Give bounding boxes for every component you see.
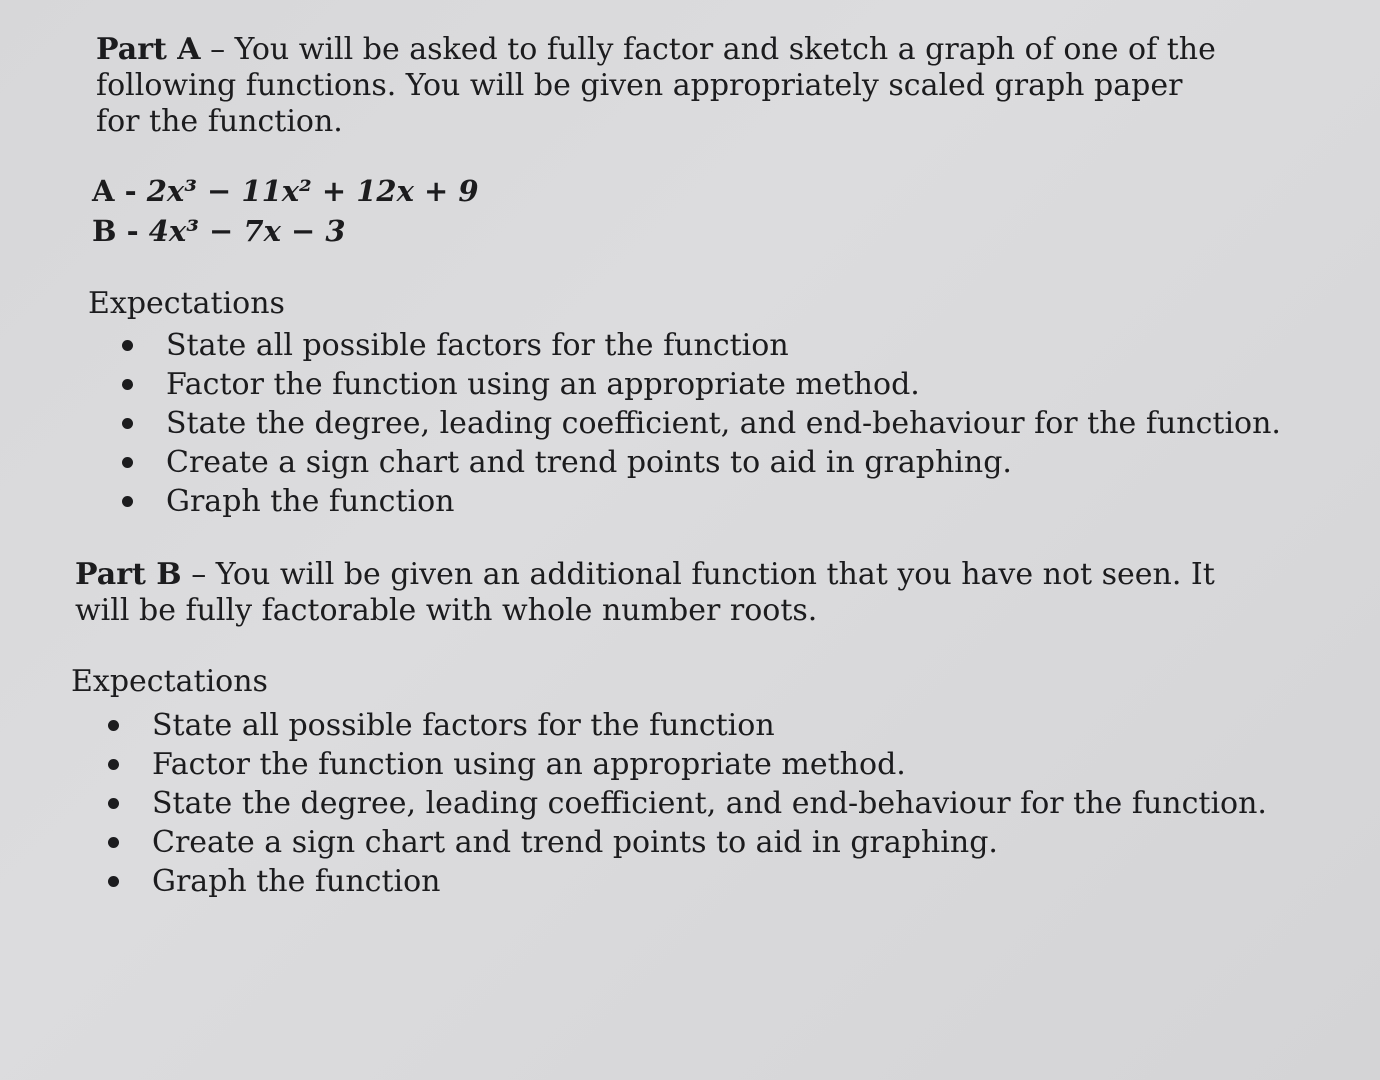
part-a-label: Part A xyxy=(96,32,201,67)
list-item xyxy=(108,823,1267,862)
list-item xyxy=(122,443,1281,482)
list-item-text: Factor the function using an appropriate method. xyxy=(152,747,906,782)
part-b-paragraph xyxy=(75,557,1235,629)
bullet-icon xyxy=(122,418,133,429)
list-item xyxy=(122,326,1281,365)
bullet-icon xyxy=(108,837,119,848)
bullet-icon xyxy=(122,379,133,390)
list-item-text: Create a sign chart and trend points to aid in graphing. xyxy=(166,445,1012,480)
function-a xyxy=(92,174,479,208)
function-b-label: B - xyxy=(92,214,149,248)
part-a-paragraph xyxy=(96,32,1216,140)
bullet-icon xyxy=(108,759,119,770)
list-item xyxy=(108,784,1267,823)
part-b-intro: – You will be given an additional function that you have not seen. It will be fully factorable with whole number roots. xyxy=(75,557,1215,628)
list-item-text: State the degree, leading coefficient, and end-behaviour for the function. xyxy=(166,406,1281,441)
bullet-icon xyxy=(122,340,133,351)
part-b-label: Part B xyxy=(75,557,182,592)
part-a-expectations-list xyxy=(122,326,1281,521)
list-item xyxy=(122,365,1281,404)
list-item-text: State the degree, leading coefficient, and end-behaviour for the function. xyxy=(152,786,1267,821)
list-item xyxy=(122,404,1281,443)
list-item-text: Graph the function xyxy=(152,864,441,899)
list-item-text: Factor the function using an appropriate method. xyxy=(166,367,920,402)
list-item-text: State all possible factors for the function xyxy=(152,708,775,743)
function-a-label: A - xyxy=(92,174,147,208)
list-item xyxy=(122,482,1281,521)
function-a-expression: 2x³ − 11x² + 12x + 9 xyxy=(146,174,479,208)
bullet-icon xyxy=(108,720,119,731)
list-item-text: Create a sign chart and trend points to aid in graphing. xyxy=(152,825,998,860)
list-item xyxy=(108,862,1267,901)
function-b-expression: 4x³ − 7x − 3 xyxy=(148,214,346,248)
list-item-text: State all possible factors for the function xyxy=(166,328,789,363)
part-a-intro: – You will be asked to fully factor and sketch a graph of one of the following functions. You will be given appropriately scaled graph paper for the function. xyxy=(96,32,1216,139)
bullet-icon xyxy=(122,496,133,507)
bullet-icon xyxy=(122,457,133,468)
part-a-expectations-title: Expectations xyxy=(88,286,285,321)
list-item xyxy=(108,745,1267,784)
function-b xyxy=(92,214,346,248)
part-b-expectations-title: Expectations xyxy=(71,664,268,699)
list-item-text: Graph the function xyxy=(166,484,455,519)
bullet-icon xyxy=(108,876,119,887)
list-item xyxy=(108,706,1267,745)
bullet-icon xyxy=(108,798,119,809)
part-b-expectations-list xyxy=(108,706,1267,901)
